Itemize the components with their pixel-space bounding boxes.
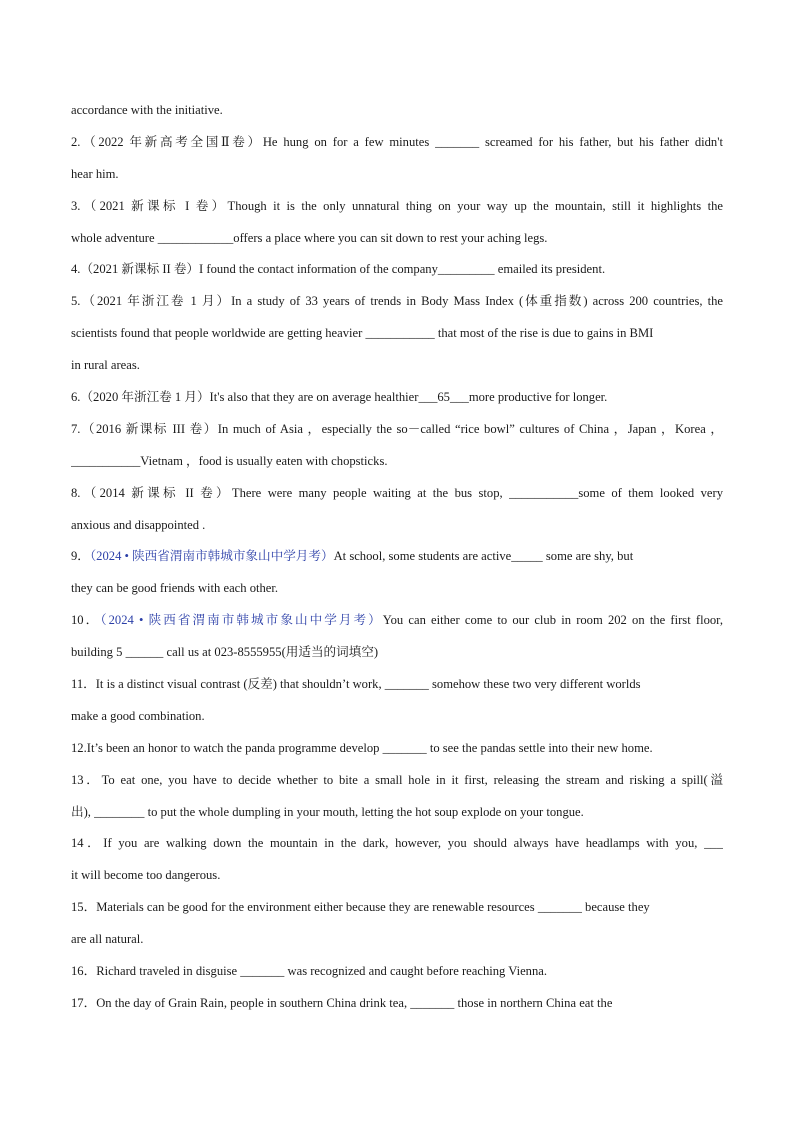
text-line <box>71 481 723 513</box>
text-line <box>71 768 723 800</box>
question-text: It's also that they are on average healthier___65___more productive for longer. <box>209 390 608 405</box>
text-line <box>71 226 723 258</box>
text-line <box>71 321 723 353</box>
text-line <box>71 863 723 895</box>
text-line <box>71 959 723 991</box>
question-source: （2021 新课标 II 卷） <box>80 262 200 277</box>
text-line <box>71 513 723 545</box>
text-line <box>71 98 723 130</box>
text-line <box>71 257 723 289</box>
question-number: 5. <box>71 294 81 309</box>
question-text: scientists found that people worldwide are getting heavier ___________ that most of the rise is due to gains in BMI <box>71 326 654 341</box>
question-text: it will become too dangerous. <box>71 868 221 883</box>
question-text: anxious and disappointed . <box>71 517 206 532</box>
text-line <box>71 130 723 162</box>
text-line <box>71 289 723 321</box>
text-line <box>71 449 723 481</box>
text-line <box>71 736 723 768</box>
question-text: I found the contact information of the company_________ emailed its president. <box>199 262 606 277</box>
question-text: building 5 ______ call us at 023-8555955(用适当的词填空) <box>71 645 379 660</box>
question-text: At school, some students are active_____ some are shy, but <box>333 549 634 564</box>
text-line <box>71 162 723 194</box>
question-number: 4. <box>71 262 81 277</box>
text-line <box>71 831 723 863</box>
question-number: 13． <box>71 772 102 787</box>
question-text: To eat one, you have to decide whether to bite a small hole in it first, releasing the stream and risking a spill(溢 <box>101 772 723 787</box>
question-text: Richard traveled in disguise _______ was recognized and caught before reaching Vienna. <box>96 964 548 979</box>
question-number: 12. <box>71 740 87 755</box>
text-line <box>71 544 723 576</box>
text-line <box>71 991 723 1023</box>
question-text: It’s been an honor to watch the panda programme develop _______ to see the pandas settle into their new home. <box>86 740 653 755</box>
question-number: 3. <box>71 198 81 213</box>
question-text: On the day of Grain Rain, people in southern China drink tea, _______ those in northern China eat the <box>96 995 613 1010</box>
question-text: accordance with the initiative. <box>71 103 223 117</box>
question-text: If you are walking down the mountain in the dark, however, you should always have headlamps with you, ___ <box>103 836 723 851</box>
question-number: 6. <box>71 390 81 405</box>
text-line <box>71 353 723 385</box>
document-page <box>71 98 723 1023</box>
question-source: （2020 年浙江卷 1 月） <box>80 390 210 405</box>
question-number: 10． <box>71 613 101 628</box>
question-text: whole adventure ____________offers a place where you can sit down to rest your aching legs. <box>71 230 548 245</box>
question-number: 15． <box>71 900 97 915</box>
question-text: It is a distinct visual contrast (反差) that shouldn’t work, _______ somehow these two very different worlds <box>95 677 641 692</box>
question-text: make a good combination. <box>71 708 205 723</box>
question-source: （2016 新课标 III 卷） <box>80 421 218 436</box>
question-text: There were many people waiting at the bus stop, ___________some of them looked very <box>231 485 723 500</box>
question-text: Materials can be good for the environment either because they are renewable resources _______ because they <box>96 900 650 915</box>
question-number: 7. <box>71 421 81 436</box>
text-line <box>71 194 723 226</box>
text-line <box>71 800 723 832</box>
text-line <box>71 704 723 736</box>
text-line <box>71 385 723 417</box>
question-number: 11． <box>71 677 96 692</box>
text-line <box>71 672 723 704</box>
text-line <box>71 576 723 608</box>
question-text: are all natural. <box>71 932 144 947</box>
question-text: You can either come to our club in room 202 on the first floor, <box>382 613 723 628</box>
question-source: （2024 • 陕西省渭南市韩城市象山中学月考） <box>89 549 334 564</box>
question-text: ___________Vietnam ，food is usually eaten with chopsticks. <box>71 453 388 468</box>
question-number: 8. <box>71 485 81 500</box>
question-text: Though it is the only unnatural thing on your way up the mountain, still it highlights the <box>227 198 723 213</box>
question-text: they can be good friends with each other. <box>71 581 279 596</box>
question-text: in rural areas. <box>71 358 140 373</box>
text-line <box>71 417 723 449</box>
question-source: （2021 年浙江卷 1 月） <box>80 294 232 309</box>
question-number: 17． <box>71 995 97 1010</box>
question-number: 2. <box>71 134 81 149</box>
question-source: （2024 • 陕西省渭南市韩城市象山中学月考） <box>100 613 383 628</box>
question-number: 14． <box>71 836 104 851</box>
question-text: In a study of 33 years of trends in Body Mass Index (体重指数) across 200 countries, the <box>231 294 723 309</box>
question-text: He hung on for a few minutes _______ screamed for his father, but his father didn't <box>262 134 723 149</box>
question-source: （2021 新课标 I 卷） <box>80 198 228 213</box>
text-line <box>71 640 723 672</box>
text-line <box>71 895 723 927</box>
question-number: 16． <box>71 964 97 979</box>
question-text: In much of Asia ，especially the so－called “rice bowl” cultures of China ，Japan ，Korea ， <box>217 421 723 436</box>
question-source: （2014 新课标 II 卷） <box>80 485 232 500</box>
text-line <box>71 608 723 640</box>
question-text: 出), ________ to put the whole dumpling in your mouth, letting the hot soup explode on your tongue. <box>71 804 584 819</box>
question-number: 9． <box>71 549 90 564</box>
question-source: （2022 年新高考全国Ⅱ卷） <box>80 134 263 149</box>
text-line <box>71 927 723 959</box>
question-text: hear him. <box>71 166 119 181</box>
